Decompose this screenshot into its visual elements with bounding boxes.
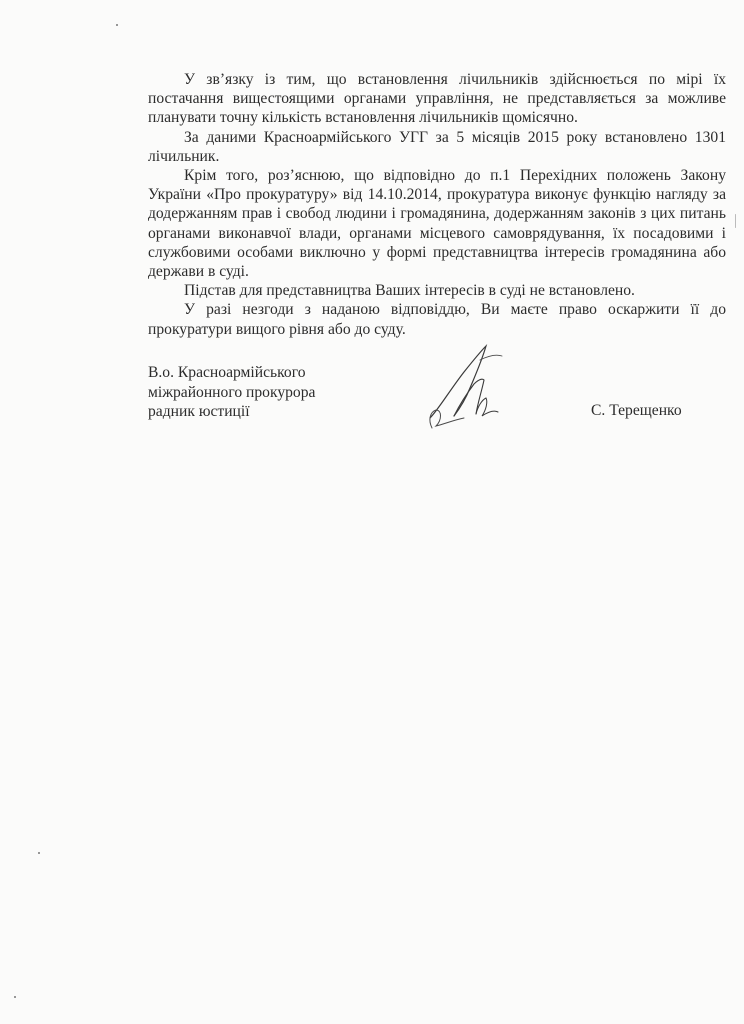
scan-speck (735, 214, 736, 228)
scan-speck (14, 996, 16, 998)
letter-body (148, 70, 726, 339)
paragraph-meter-installation: У зв’язку із тим, що встановлення лічильників здійснюється по мірі їх постачання вищестоящими органами управління, не представляється за можливе планувати точну кількість встановлення лічильників щомісячно. (148, 71, 726, 127)
signatory-position-line2: міжрайонного прокурора (148, 383, 316, 401)
paragraph-no-grounds: Підстав для представництва Ваших інтересів в суді не встановлено. (184, 282, 635, 300)
signer-name: С. Терещенко (591, 402, 682, 419)
paragraph-statistics: За даними Красноармійського УГГ за 5 місяців 2015 року встановлено 1301 лічильник. (148, 128, 726, 165)
scan-speck (116, 24, 118, 26)
paragraph-appeal-right: У разі незгоди з наданою відповіддю, Ви маєте право оскаржити її до прокуратури вищого рівня або до суду. (148, 301, 726, 338)
signatory-position-line1: В.о. Красноармійського (148, 364, 306, 381)
scan-speck (38, 852, 40, 854)
signatory-rank: радник юстиції (148, 403, 250, 420)
handwritten-signature (420, 340, 530, 435)
paragraph-prosecutor-function: Крім того, роз’яснюю, що відповідно до п.1 Перехідних положень Закону України «Про прокуратуру» від 14.10.2014, прокуратура виконує функцію нагляду за додержанням прав і свобод людини і громадянина, додержанням законів з цих питань органами виконавчої влади, органами місцевого самоврядування, їх посадовими і службовими особами виключно у формі представництва інтересів громадянина або держави в суді. (148, 167, 726, 281)
signatory-title-block (148, 363, 315, 422)
